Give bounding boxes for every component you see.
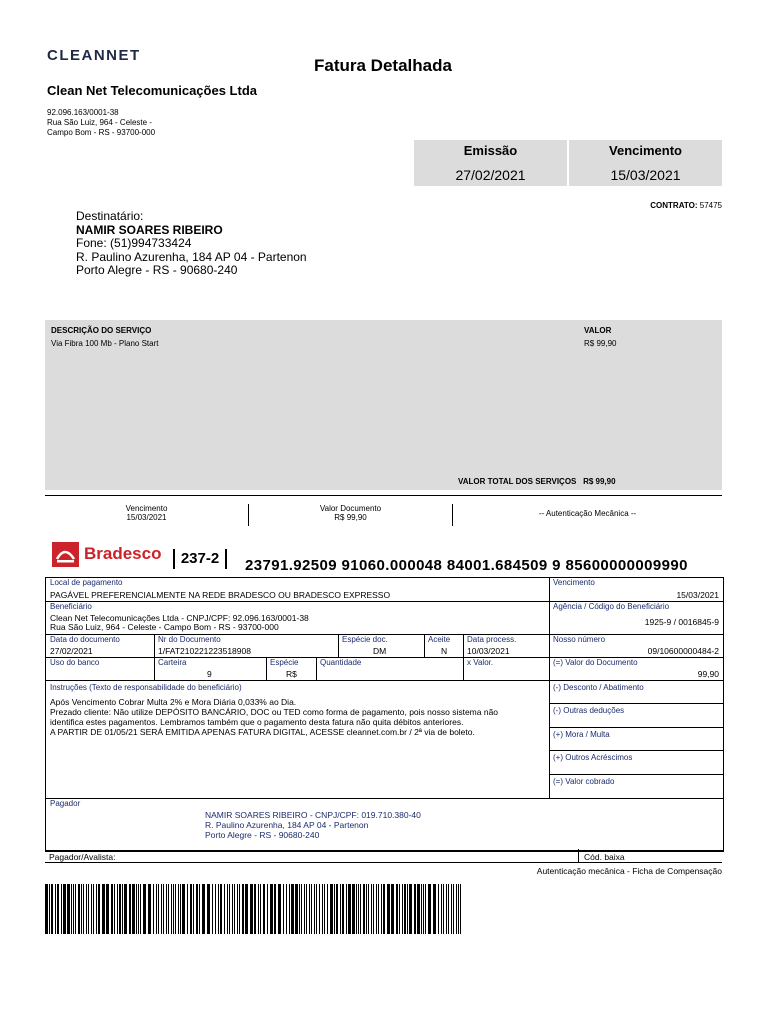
services-total: [458, 477, 616, 486]
carteira-label: Carteira: [158, 658, 187, 667]
receipt-valor: [249, 504, 453, 526]
linha-digitavel: 23791.92509 91060.000048 84001.684509 9 85600000009990: [245, 557, 688, 574]
page-title: Fatura Detalhada: [314, 56, 452, 75]
contrato-label: CONTRATO:: [650, 201, 698, 210]
services-box: [45, 320, 722, 490]
vencimento-value: 15/03/2021: [610, 167, 681, 183]
uso-banco-label: Uso do banco: [50, 658, 100, 667]
mora-multa-label: (+) Mora / Multa: [553, 730, 610, 739]
emissao-box: [414, 140, 567, 186]
services-total-value: R$ 99,90: [583, 477, 616, 486]
data-process-value: 10/03/2021: [467, 646, 510, 656]
instrucoes-line3: identifica estes pagamentos. Lembramos também que o pagamento desta fatura não quita débitos anteriores.: [50, 717, 464, 727]
company-logo: CLEANNET: [47, 47, 141, 64]
vencimento-box: [569, 140, 722, 186]
vencimento-label: Vencimento: [609, 143, 682, 158]
agencia-label: Agência / Código do Beneficiário: [553, 602, 670, 611]
emissao-label: Emissão: [463, 143, 518, 158]
separator-line: [45, 495, 722, 496]
bank-code: 237-2: [173, 549, 227, 569]
instrucoes-line1: Após Vencimento Cobrar Multa 2% e Mora Diária 0,033% ao Dia.: [50, 697, 297, 707]
ficha-compensacao: Autenticação mecânica - Ficha de Compensação: [536, 866, 722, 876]
x-valor-label: x Valor.: [467, 658, 494, 667]
instrucoes-label: Instruções (Texto de responsabilidade do beneficiário): [50, 683, 242, 692]
contrato: [650, 201, 722, 210]
emissao-value: 27/02/2021: [455, 167, 526, 183]
receipt-venc-value: 15/03/2021: [126, 513, 167, 522]
outros-acrescimos-label: (+) Outros Acréscimos: [553, 753, 633, 762]
boleto-slip: [45, 577, 724, 852]
company-address: [47, 108, 155, 138]
receipt-row: [45, 504, 722, 526]
local-pagamento-value: PAGÁVEL PREFERENCIALMENTE NA REDE BRADESCO OU BRADESCO EXPRESSO: [50, 590, 391, 600]
company-cnpj: 92.096.163/0001-38: [47, 108, 119, 117]
services-col-value: VALOR: [584, 326, 612, 335]
company-address-line1: Rua São Luiz, 964 - Celeste -: [47, 118, 152, 127]
nr-documento-label: Nr do Documento: [158, 635, 221, 644]
desconto-label: (-) Desconto / Abatimento: [553, 683, 644, 692]
recipient-city: Porto Alegre - RS - 90680-240: [76, 263, 238, 277]
valor-cobrado-label: (=) Valor cobrado: [553, 777, 615, 786]
receipt-valor-label: Valor Documento: [319, 504, 382, 513]
slip-venc-label: Vencimento: [553, 578, 595, 587]
cod-baixa-divider: [578, 849, 579, 862]
services-col-desc: DESCRIÇÃO DO SERVIÇO: [51, 326, 152, 335]
service-item-desc: Via Fibra 100 Mb - Plano Start: [51, 339, 159, 348]
quantidade-label: Quantidade: [320, 658, 362, 667]
instrucoes-line4: A PARTIR DE 01/05/21 SERÁ EMITIDA APENAS FATURA DIGITAL, ACESSE cleannet.com.br / 2ª via de boleto.: [50, 727, 475, 737]
recipient-name: NAMIR SOARES RIBEIRO: [76, 222, 223, 237]
outras-deducoes-label: (-) Outras deduções: [553, 706, 625, 715]
nosso-numero-label: Nosso número: [553, 635, 606, 644]
contrato-value: 57475: [699, 201, 722, 210]
receipt-valor-value: R$ 99,90: [334, 513, 367, 522]
barcode-icon: [45, 884, 465, 934]
beneficiario-line2: Rua São Luiz, 964 - Celeste - Campo Bom - RS - 93700-000: [50, 622, 279, 632]
recipient-phone: Fone: (51)994733424: [76, 236, 192, 250]
especie-doc-label: Espécie doc.: [342, 635, 388, 644]
valor-documento-value: 99,90: [697, 669, 719, 679]
pagador-line3: Porto Alegre - RS - 90680-240: [205, 830, 320, 840]
instrucoes-line2: Prezado cliente: Não utilize DEPÓSITO BANCÁRIO, DOC ou TED como forma de pagamento, pois nosso sistema não: [50, 707, 499, 717]
service-item-value: R$ 99,90: [584, 339, 617, 348]
slip-bottom-line: [45, 862, 722, 863]
beneficiario-line1: Clean Net Telecomunicações Ltda - CNPJ/CPF: 92.096.163/0001-38: [50, 613, 309, 623]
company-name: Clean Net Telecomunicações Ltda: [47, 83, 257, 98]
recipient-label: Destinatário:: [76, 209, 144, 223]
receipt-venc-label: Vencimento: [125, 504, 168, 513]
bradesco-logo: [50, 541, 168, 568]
data-documento-label: Data do documento: [50, 635, 120, 644]
beneficiario-label: Beneficiário: [50, 602, 92, 611]
especie-doc-value: DM: [373, 646, 387, 656]
pagador-avalista-label: Pagador/Avalista:: [49, 852, 116, 862]
agencia-value: 1925-9 / 0016845-9: [644, 617, 719, 627]
data-documento-value: 27/02/2021: [50, 646, 93, 656]
local-pagamento-label: Local de pagamento: [50, 578, 123, 587]
slip-venc-value: 15/03/2021: [676, 590, 719, 600]
aceite-label: Aceite: [428, 635, 451, 644]
recipient-block: [76, 210, 307, 278]
nosso-numero-value: 09/10600000484-2: [647, 646, 719, 656]
especie-label: Espécie: [270, 658, 299, 667]
carteira-value: 9: [207, 669, 212, 679]
cod-baixa-label: Cód. baixa: [584, 852, 625, 862]
valor-documento-label: (=) Valor do Documento: [553, 658, 638, 667]
data-process-label: Data process.: [467, 635, 517, 644]
bank-name: Bradesco: [84, 544, 162, 563]
nr-documento-value: 1/FAT210221223518908: [158, 646, 251, 656]
company-address-line2: Campo Bom - RS - 93700-000: [47, 128, 156, 137]
pagador-label: Pagador: [50, 799, 81, 808]
pagador-line1: NAMIR SOARES RIBEIRO - CNPJ/CPF: 019.710.380-40: [205, 810, 421, 820]
services-total-label: VALOR TOTAL DOS SERVIÇOS: [458, 477, 577, 486]
especie-value: R$: [286, 669, 297, 679]
aceite-value: N: [441, 646, 448, 656]
receipt-vencimento: [45, 504, 249, 526]
receipt-autenticacao: -- Autenticação Mecânica --: [538, 509, 637, 518]
pagador-line2: R. Paulino Azurenha, 184 AP 04 - Partenon: [205, 820, 369, 830]
recipient-address: R. Paulino Azurenha, 184 AP 04 - Partenon: [76, 249, 307, 264]
